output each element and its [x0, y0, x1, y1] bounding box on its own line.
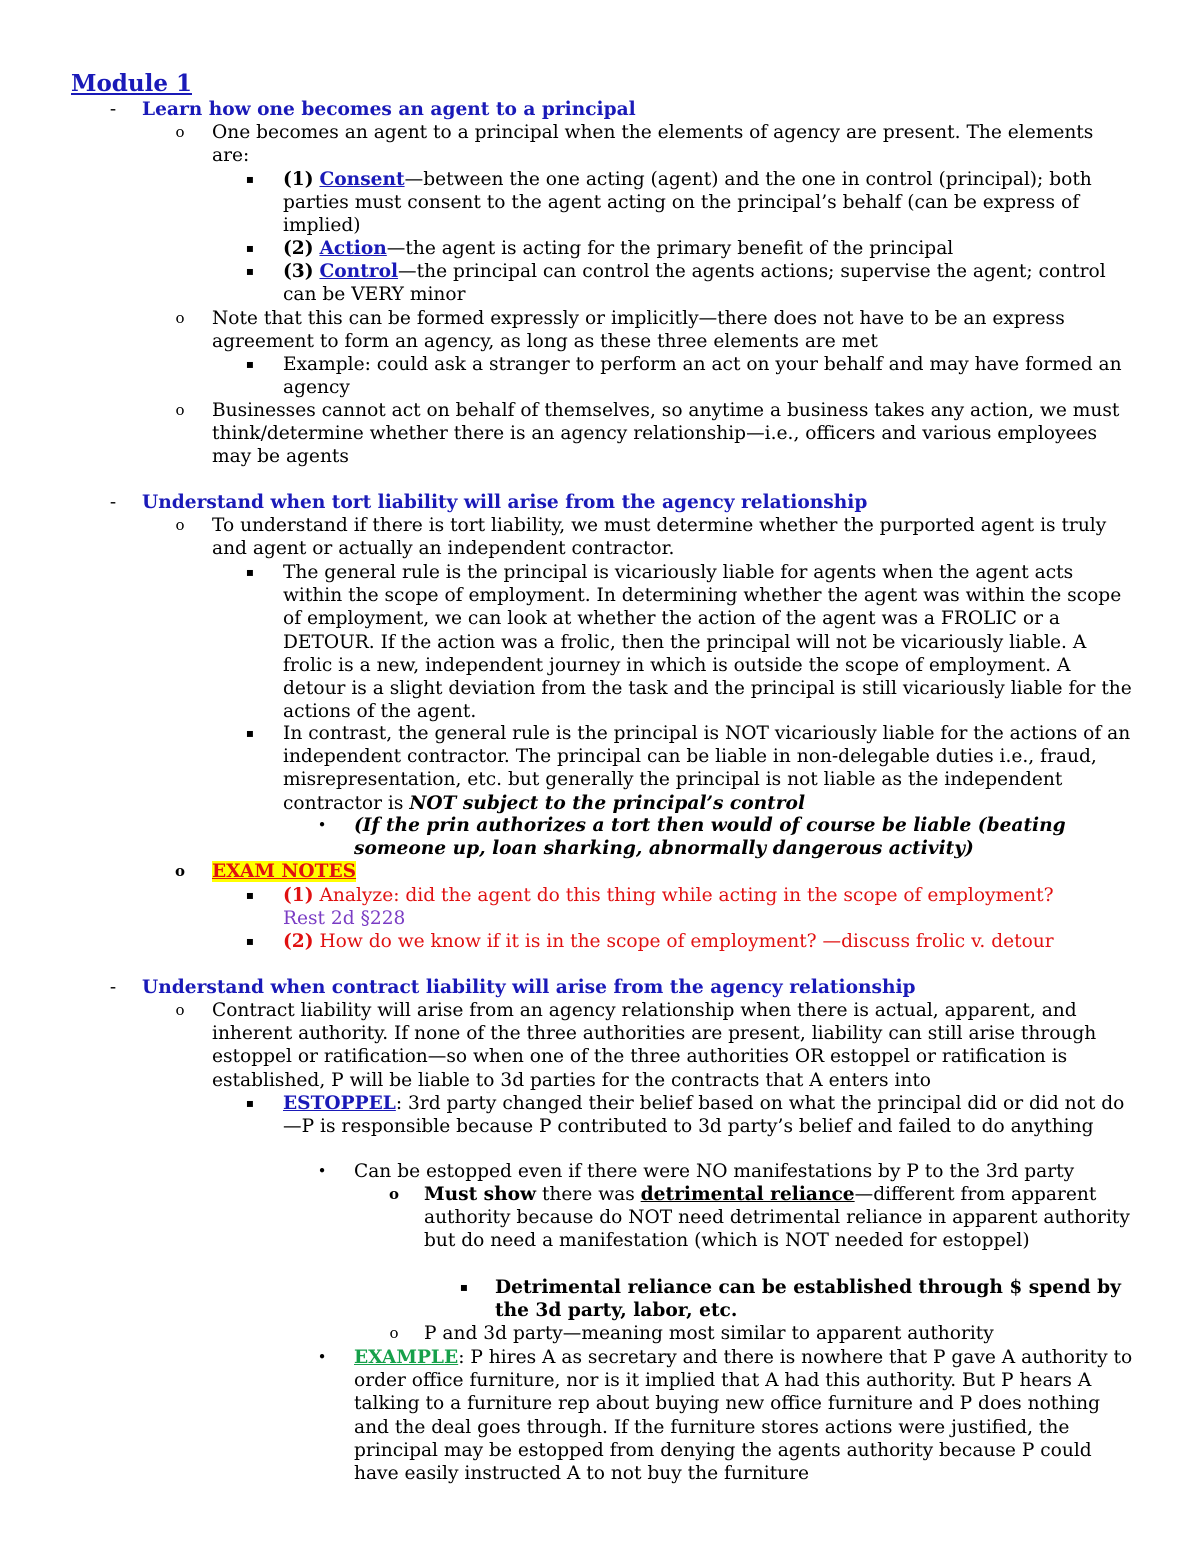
square-bullet: ▪	[245, 1096, 255, 1110]
paragraph: To understand if there is tort liability, we must determine whether the purported agent is truly and agent or actually an independent contractor.	[212, 515, 1107, 560]
square-bullet: ▪	[245, 241, 255, 255]
element-text: —the agent is acting for the primary benefit of the principal	[386, 238, 954, 259]
estoppel-text: : 3rd party changed their belief based on what the principal did or did not do—P is responsible because P contributed to 3d party’s belief and failed to do anything	[283, 1093, 1125, 1138]
paragraph: Contract liability will arise from an agency relationship when there is actual, apparent, and inherent authority. If none of the three authorities are present, liability can still arise through estoppel or ratification—so when one of the three authorities OR estoppel or ratification is established, P will be liable to 3d parties for the contracts that A enters into	[212, 1000, 1097, 1091]
section-heading-contract: Understand when contract liability will arise from the agency relationship	[142, 977, 916, 998]
exam-notes-label: EXAM NOTES	[212, 861, 357, 882]
must-show-text: there was	[541, 1184, 635, 1205]
exam-note-1	[283, 884, 1133, 930]
dot-bullet: •	[317, 1348, 327, 1366]
term-link[interactable]: Control	[319, 261, 399, 282]
square-bullet: ▪	[245, 172, 255, 186]
estoppel-item	[283, 1092, 1133, 1138]
square-bullet: ▪	[245, 726, 255, 740]
paragraph: P and 3d party—meaning most similar to apparent authority	[424, 1323, 994, 1344]
element-consent	[283, 168, 1133, 238]
element-number: (2)	[283, 238, 314, 259]
element-action	[283, 237, 1133, 260]
detrimental-reliance-term: detrimental reliance	[640, 1184, 855, 1205]
circle-bullet: o	[175, 1001, 185, 1019]
element-text: —the principal can control the agents actions; supervise the agent; control can be VERY minor	[283, 261, 1106, 306]
must-show-text-2: —different from apparent authority because do NOT need detrimental reliance in apparent authority but do need a manifestation (which is NOT needed for estoppel)	[424, 1184, 1130, 1252]
dot-bullet: •	[317, 1162, 327, 1180]
paragraph: One becomes an agent to a principal when the elements of agency are present. The elements are:	[212, 122, 1094, 167]
exam-notes-label-row	[212, 860, 1132, 883]
square-bullet: ▪	[245, 264, 255, 278]
citation: Rest 2d §228	[283, 908, 406, 930]
exam-note-number: (2)	[283, 931, 314, 952]
element-number: (3)	[283, 261, 314, 282]
paragraph-text: In contrast, the general rule is the principal is NOT vicariously liable for the actions of an independent contractor. The principal can be liable in non-delegable duties i.e., fraud, misrepresentation, etc. but generally the principal is not liable as the independent contractor is	[283, 723, 1131, 814]
circle-bullet: o	[174, 862, 185, 880]
emphasis-note: (If the prin authorizes a tort then would of course be liable (beating someone up, loan sharking, abnormally dangerous activity)	[354, 815, 1066, 860]
paragraph	[283, 722, 1133, 815]
paragraph: The general rule is the principal is vicariously liable for agents when the agent acts within the scope of employment. In determining whether the agent was within the scope of employment, we can look at whether the action of the agent was a FROLIC or a DETOUR. If the action was a frolic, then the principal will not be vicariously liable. A frolic is a new, independent journey in which is outside the scope of employment. A detour is a slight deviation from the task and the principal is still vicariously liable for the actions of the agent.	[283, 562, 1132, 723]
example-label: EXAMPLE	[354, 1347, 459, 1368]
square-bullet: ▪	[245, 934, 255, 948]
paragraph: Businesses cannot act on behalf of themselves, so anytime a business takes any action, we must think/determine whether there is an agency relationship—i.e., officers and various employees may be agents	[212, 400, 1120, 468]
paragraph: Can be estopped even if there were NO manifestations by P to the 3rd party	[354, 1161, 1075, 1182]
square-bullet: ▪	[245, 565, 255, 579]
element-text: —between the one acting (agent) and the one in control (principal); both parties must consent to the agent acting on the principal’s behalf (can be express of implied)	[283, 169, 1092, 237]
term-link[interactable]: Consent	[319, 169, 405, 190]
square-bullet: ▪	[459, 1280, 469, 1294]
exam-note-text: How do we know if it is in the scope of employment? —discuss frolic v. detour	[319, 931, 1054, 952]
must-show-label: Must show	[424, 1184, 537, 1205]
square-bullet: ▪	[245, 888, 255, 902]
square-bullet: ▪	[245, 357, 255, 371]
dash-bullet: -	[109, 492, 117, 513]
dot-bullet: •	[317, 816, 327, 834]
emphasis-text: NOT subject to the principal’s control	[409, 792, 806, 814]
example-text: Example: could ask a stranger to perform an act on your behalf and may have formed an agency	[283, 354, 1122, 399]
circle-bullet: o	[175, 123, 185, 141]
paragraph: Note that this can be formed expressly or implicitly—there does not have to be an express agreement to form an agency, as long as these three elements are met	[212, 308, 1065, 353]
estoppel-term[interactable]: ESTOPPEL	[283, 1093, 396, 1114]
section-heading-tort: Understand when tort liability will arise from the agency relationship	[142, 492, 868, 513]
element-number: (1)	[283, 169, 314, 190]
circle-bullet: o	[175, 401, 185, 419]
exam-note-text: Analyze: did the agent do this thing while acting in the scope of employment?	[319, 885, 1054, 906]
circle-bullet: o	[175, 309, 185, 327]
element-control	[283, 260, 1133, 306]
detrimental-reliance-note: Detrimental reliance can be established through $ spend by the 3d party, labor, etc.	[495, 1277, 1121, 1322]
exam-note-number: (1)	[283, 885, 314, 906]
term-link[interactable]: Action	[319, 238, 387, 259]
dash-bullet: -	[109, 99, 117, 120]
page-title: Module 1	[71, 70, 192, 97]
circle-bullet: o	[389, 1324, 399, 1342]
example-item	[354, 1346, 1134, 1485]
dash-bullet: -	[109, 977, 117, 998]
circle-bullet: o	[388, 1185, 399, 1203]
circle-bullet: o	[175, 516, 185, 534]
section-heading-agent: Learn how one becomes an agent to a principal	[142, 99, 636, 120]
exam-note-2	[283, 930, 1133, 953]
must-show-item	[424, 1183, 1134, 1253]
example-text: : P hires A as secretary and there is nowhere that P gave A authority to order office furniture, nor is it implied that A had this authority. But P hears A talking to a furniture rep about buying new office furniture and P does nothing and the deal goes through. If the furniture stores actions were justified, the principal may be estopped from denying the agents authority because P could have easily instructed A to not buy the furniture	[354, 1347, 1133, 1485]
